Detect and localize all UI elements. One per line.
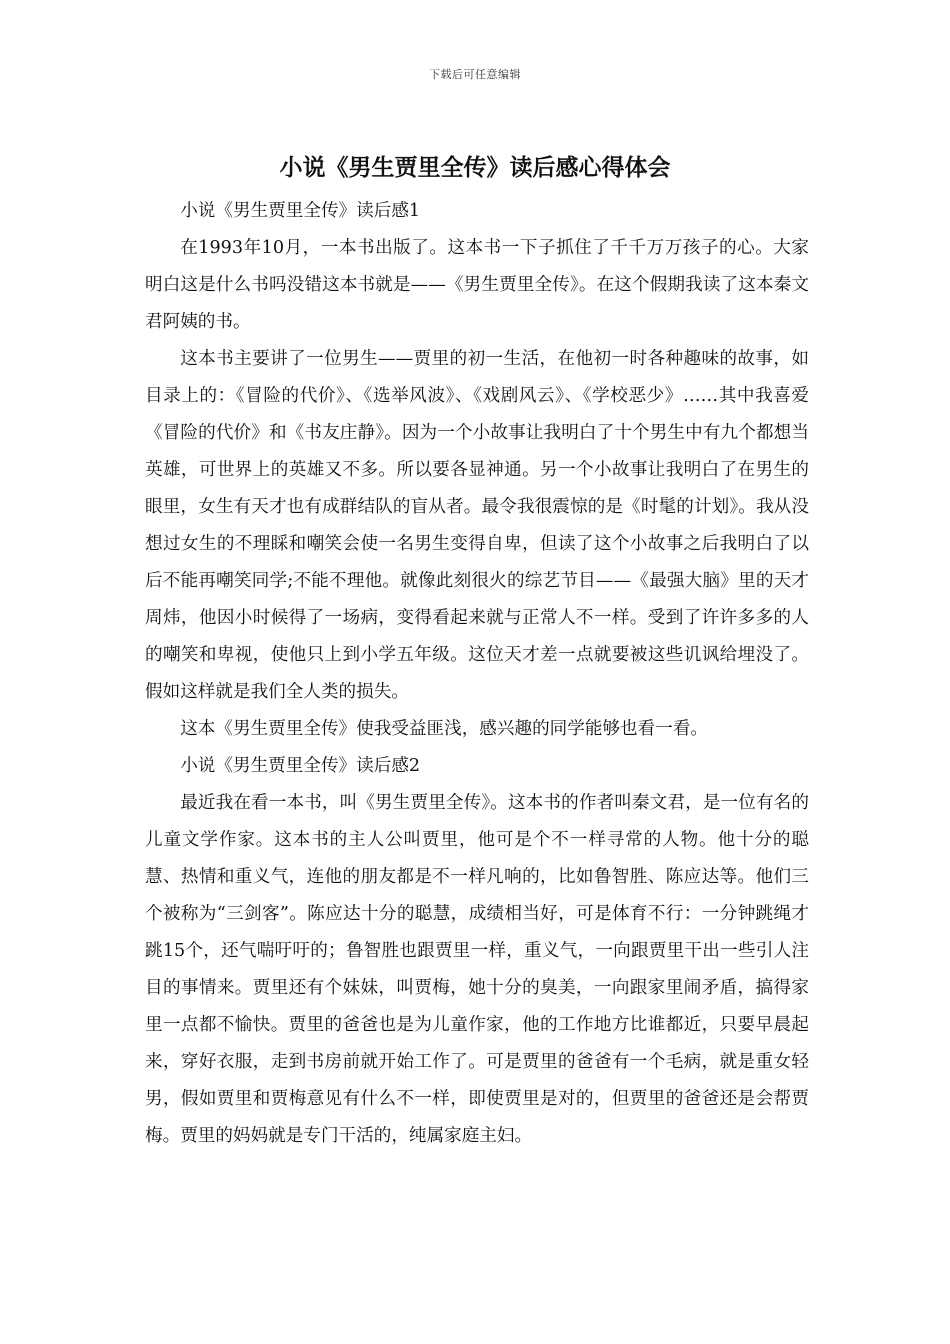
section-heading-1: 小说《男生贾里全传》读后感1 <box>180 201 421 221</box>
paragraph: 这本书主要讲了一位男生——贾里的初一生活，在他初一时各种趣味的故事，如目录上的：《冒险的代价》、《选举风波》、《戏剧风云》、《学校恶少》……其中我喜爱《冒险的代价》和《书友庄静》。因为一个小故事让我明白了十个男生中有九个都想当英雄，可世界上的英雄又不多。所以要各显神通。另一个小故事让我明白了在男生的眼里，女生有天才也有成群结队的盲从者。最令我很震惊的是《时髦的计划》。我从没想过女生的不理睬和嘲笑会使一名男生变得自卑，但读了这个小故事之后我明白了以后不能再嘲笑同学;不能不理他。就像此刻很火的综艺节目——《最强大脑》里的天才周炜，他因小时候得了一场病，变得看起来就与正常人不一样。受到了许许多多的人的嘲笑和卑视，使他只上到小学五年级。这位天才差一点就要被这些讥讽给埋没了。假如这样就是我们全人类的损失。 <box>145 349 809 702</box>
paragraph: 最近我在看一本书，叫《男生贾里全传》。这本书的作者叫秦文君，是一位有名的儿童文学作家。这本书的主人公叫贾里，他可是个不一样寻常的人物。他十分的聪慧、热情和重义气，连他的朋友都是不一样凡响的，比如鲁智胜、陈应达等。他们三个被称为“三剑客”。陈应达十分的聪慧，成绩相当好，可是体育不行：一分钟跳绳才跳15个，还气喘吁吁的；鲁智胜也跟贾里一样，重义气，一向跟贾里干出一些引人注目的事情来。贾里还有个妹妹，叫贾梅，她十分的臭美，一向跟家里闹矛盾，搞得家里一点都不愉快。贾里的爸爸也是为儿童作家，他的工作地方比谁都近，只要早晨起来，穿好衣服，走到书房前就开始工作了。可是贾里的爸爸有一个毛病，就是重女轻男，假如贾里和贾梅意见有什么不一样，即使贾里是对的，但贾里的爸爸还是会帮贾梅。贾里的妈妈就是专门干活的，纯属家庭主妇。 <box>145 793 809 1146</box>
document-title: 小说《男生贾里全传》读后感心得体会 <box>279 154 671 181</box>
header-note: 下载后可任意编辑 <box>429 68 521 81</box>
paragraph: 在1993年10月，一本书出版了。这本书一下子抓住了千千万万孩子的心。大家明白这是什么书吗没错这本书就是——《男生贾里全传》。在这个假期我读了这本秦文君阿姨的书。 <box>145 238 809 332</box>
paragraph: 这本《男生贾里全传》使我受益匪浅，感兴趣的同学能够也看一看。 <box>180 719 709 739</box>
document-body <box>145 193 809 1155</box>
section-heading-2: 小说《男生贾里全传》读后感2 <box>180 756 421 776</box>
